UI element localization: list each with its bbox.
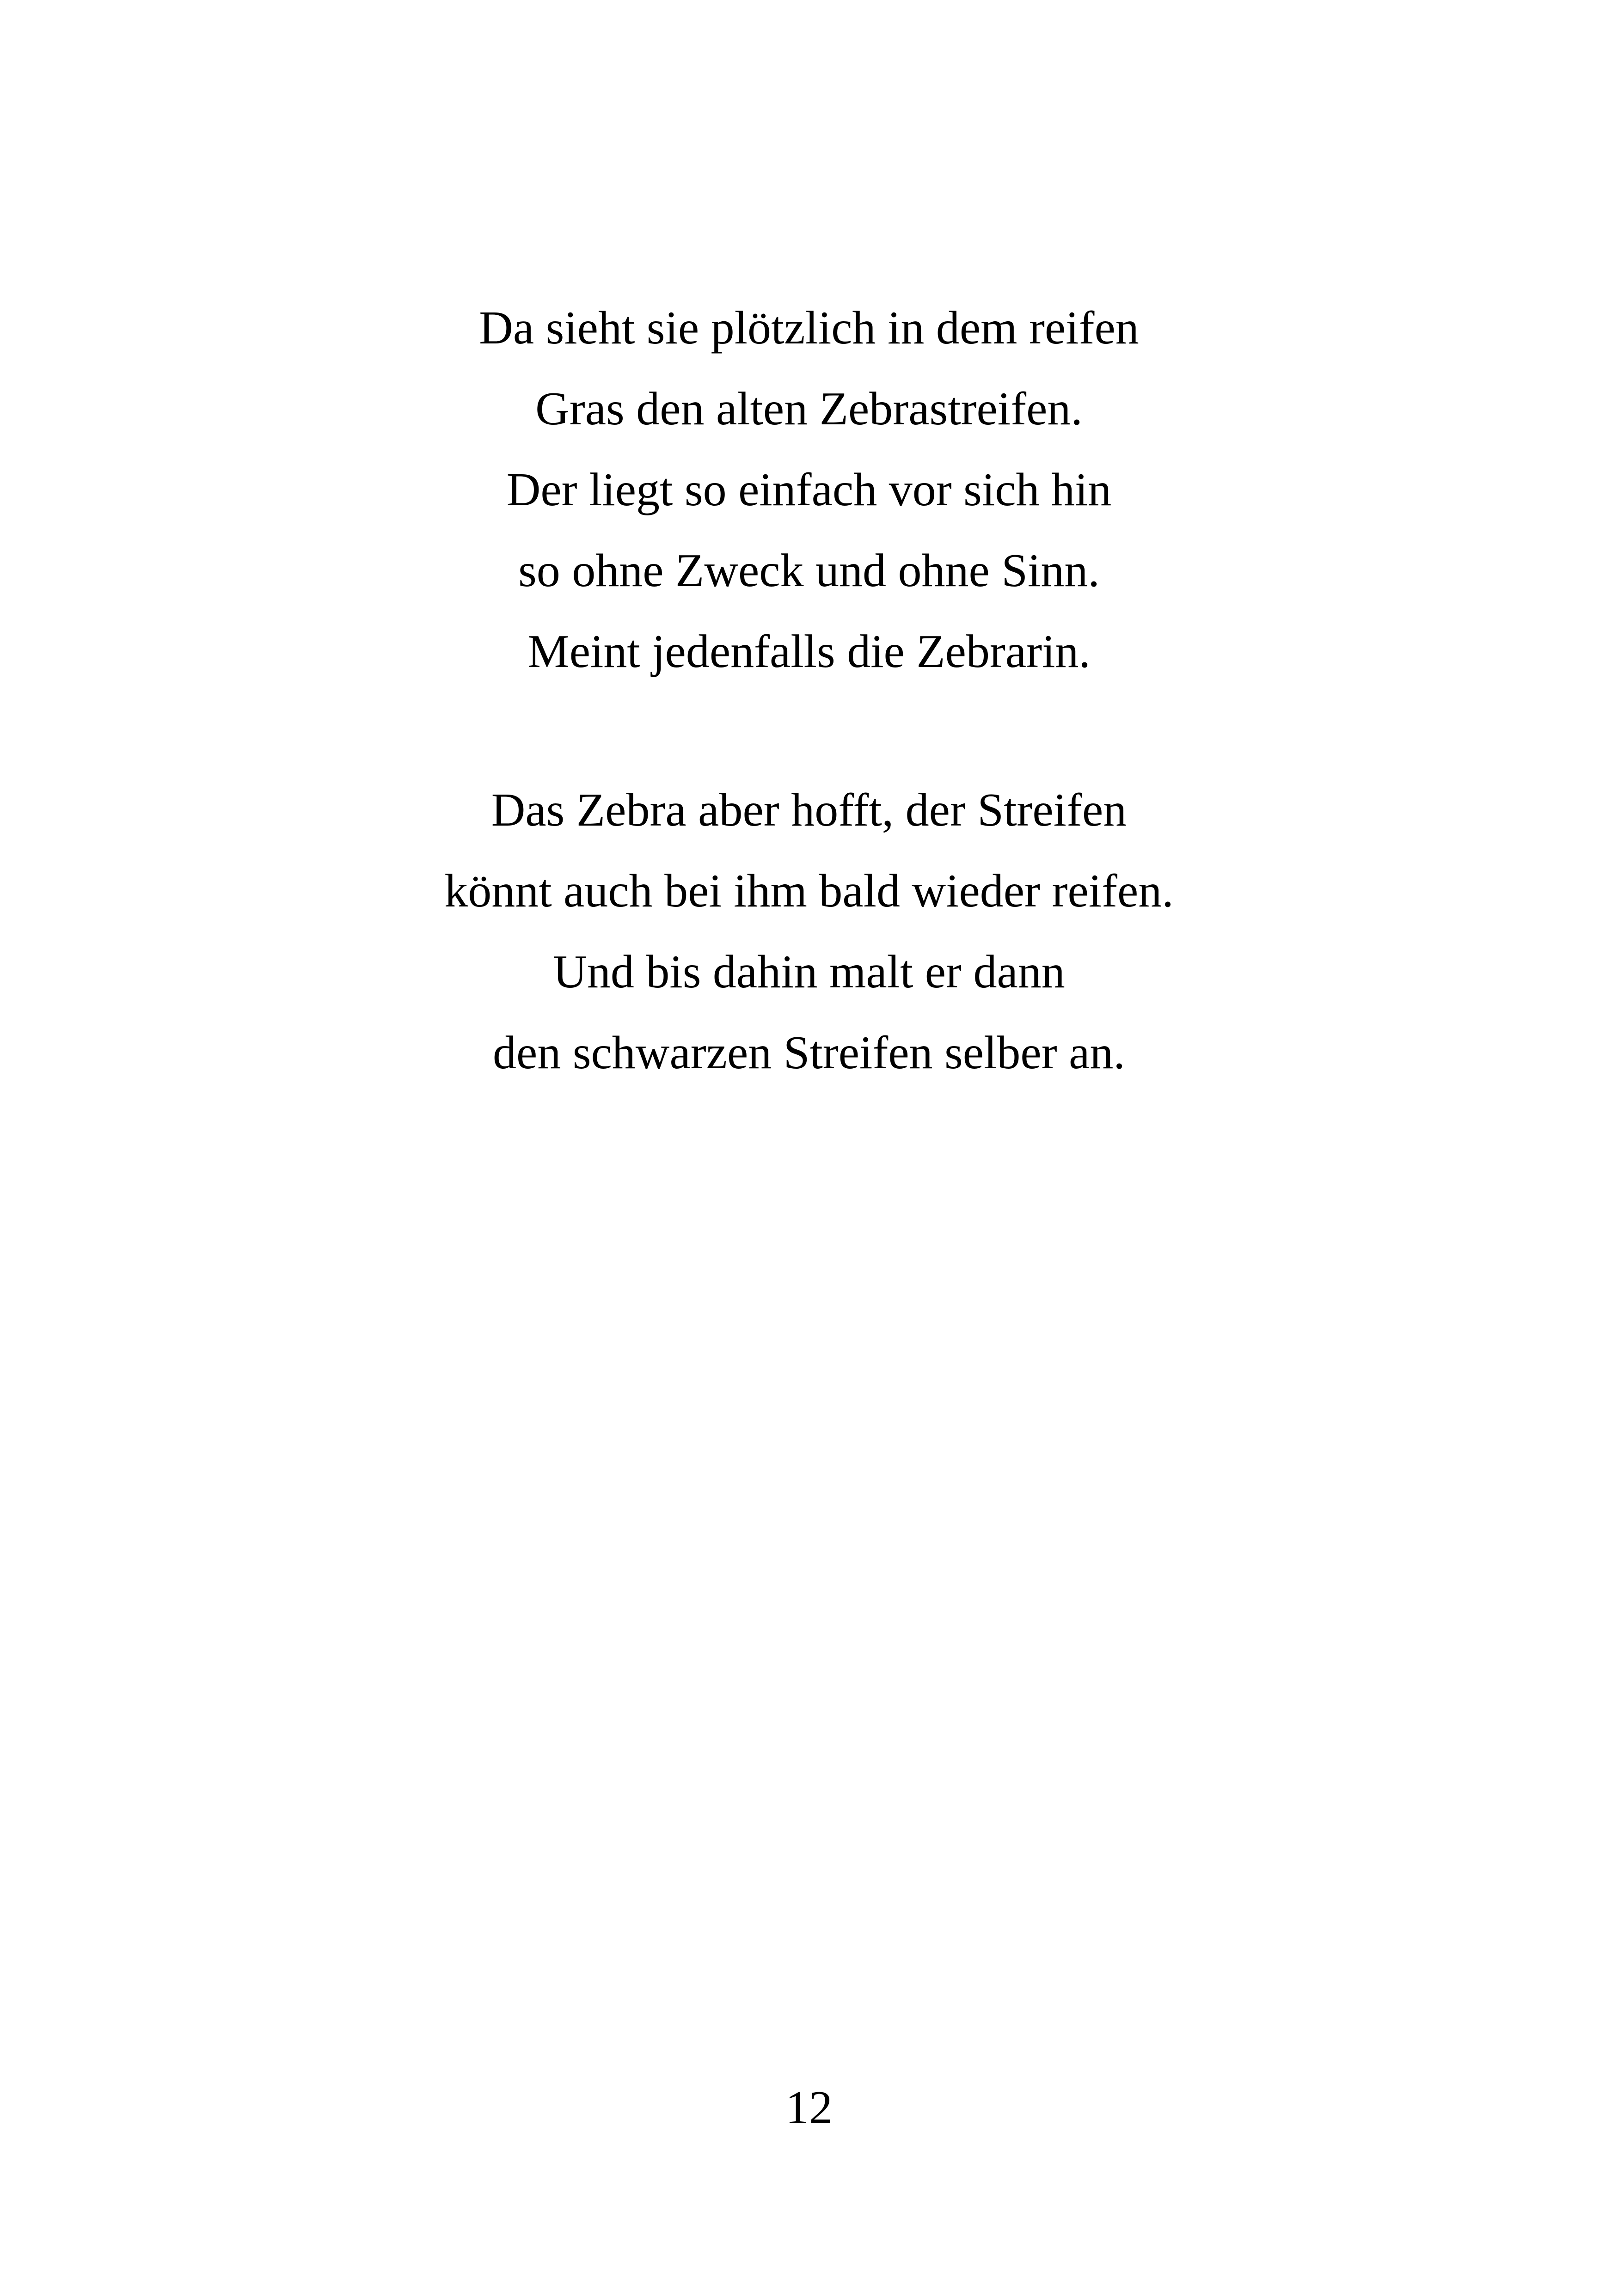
verse-line: Das Zebra aber hofft, der Streifen [491,784,1127,836]
verse-line: den schwarzen Streifen selber an. [493,1027,1125,1079]
verse-line: Und bis dahin malt er dann [553,946,1065,998]
verse-line: Meint jedenfalls die Zebrarin. [527,625,1091,678]
verse-line: Der liegt so einfach vor sich hin [506,464,1112,516]
poem-stanza-2 [0,770,1618,1093]
verse-line: so ohne Zweck und ohne Sinn. [518,545,1100,597]
verse-line: könnt auch bei ihm bald wieder reifen. [444,865,1174,917]
verse-line: Da sieht sie plötzlich in dem reifen [479,302,1139,354]
verse-line: Gras den alten Zebrastreifen. [535,383,1083,435]
poem-stanza-1 [0,288,1618,692]
page-number: 12 [785,2082,833,2134]
